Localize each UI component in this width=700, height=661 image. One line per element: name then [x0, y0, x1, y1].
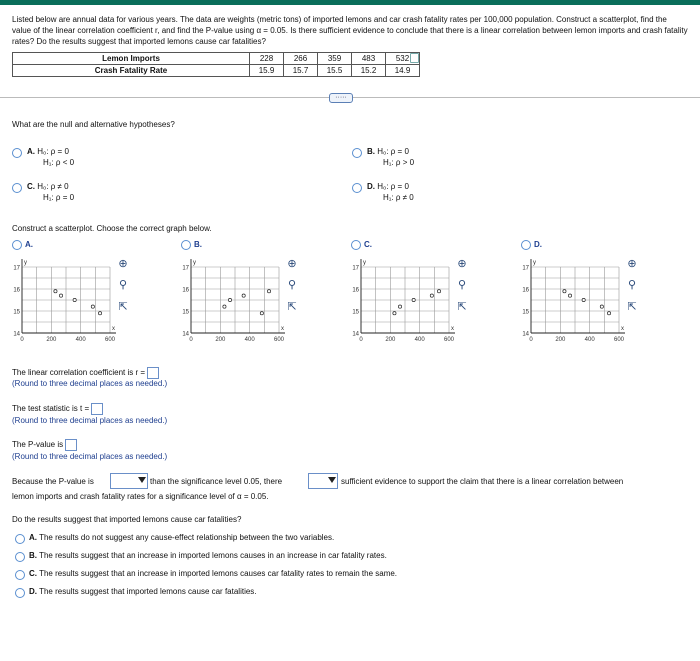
x-tick-label: 0 [359, 337, 363, 343]
problem-statement: Listed below are annual data for various years. The data are weights (metric tons) of imported lemons and car crash fatality rates per 100,000 population. Construct a scatterplot, find the value of the linear correlation coefficient r, and find the P-value using α = 0.05. Is there sufficient evidence to conclude that there is a linear correlation between lemon imports and crash fatality rates? Do the results suggest that imported lemons cause car fatalities? [12, 15, 688, 46]
scatter-point [393, 312, 396, 315]
r-label: The linear correlation coefficient is r = [12, 368, 146, 378]
x-tick-label: 200 [555, 337, 566, 343]
scatterplot-b [173, 253, 323, 363]
table-row [13, 53, 420, 65]
cause-radio-d[interactable] [15, 588, 25, 598]
zoom-out-icon[interactable]: ⚲ [457, 279, 467, 291]
h0-text: H₀: ρ ≠ 0 [37, 182, 69, 191]
p-round-note: (Round to three decimal places as needed.) [12, 452, 168, 461]
because-text: Because the P-value is [12, 477, 94, 486]
x-tick-label: 600 [443, 337, 455, 343]
cause-question: Do the results suggest that imported lemons cause car fatalities? [12, 515, 242, 524]
scatter-point [54, 290, 57, 293]
y-tick-label: 15 [352, 309, 359, 316]
table-cell: 15.2 [352, 65, 386, 77]
table-cell: 483 [352, 53, 386, 65]
option-text: The results do not suggest any cause-effect relationship between the two variables. [39, 533, 335, 542]
table-cell: 228 [250, 53, 284, 65]
expand-more-button[interactable]: ····· [329, 93, 353, 103]
scatter-point [260, 312, 263, 315]
hypothesis-radio-b[interactable] [352, 148, 362, 158]
hypothesis-radio-a[interactable] [12, 148, 22, 158]
graph-letter-b: B. [194, 240, 202, 249]
hypothesis-radio-d[interactable] [352, 183, 362, 193]
p-label: The P-value is [12, 440, 64, 450]
scatter-point [267, 290, 270, 293]
h0-text: H₀: ρ = 0 [377, 182, 409, 191]
h1-text: H₁: ρ > 0 [383, 158, 415, 167]
option-text: The results suggest that imported lemons cause car fatalities. [39, 587, 257, 596]
scatter-point [607, 312, 610, 315]
y-tick-label: 14 [522, 331, 529, 338]
option-letter: D. [367, 182, 375, 191]
popout-icon[interactable]: ⇱ [627, 301, 637, 313]
y-tick-label: 14 [352, 331, 359, 338]
scatter-point [582, 298, 585, 301]
h0-text: H₀: ρ = 0 [37, 147, 69, 156]
cause-radio-a[interactable] [15, 534, 25, 544]
y-tick-label: 17 [182, 265, 189, 272]
zoom-in-icon[interactable]: ⊕ [457, 258, 467, 270]
x-tick-label: 0 [189, 337, 193, 343]
y-tick-label: 15 [182, 309, 189, 316]
p-prompt [12, 439, 77, 451]
hypothesis-option-b[interactable] [367, 146, 414, 168]
y-axis-label: y [363, 260, 366, 266]
option-letter: B. [29, 551, 37, 560]
y-tick-label: 14 [182, 331, 189, 338]
x-tick-label: 0 [529, 337, 533, 343]
h1-text: H₁: ρ = 0 [43, 193, 75, 202]
scatter-point [437, 290, 440, 293]
scatter-prompt: Construct a scatterplot. Choose the correct graph below. [12, 224, 212, 233]
than-text: than the significance level 0.05, there [150, 477, 283, 486]
y-tick-label: 15 [522, 309, 529, 316]
graph-radio-d[interactable] [521, 240, 531, 250]
x-tick-label: 400 [244, 337, 255, 343]
scatter-point [223, 305, 226, 308]
r-round-note: (Round to three decimal places as needed.) [12, 379, 168, 388]
table-cell: 15.5 [318, 65, 352, 77]
y-axis-label: y [533, 260, 536, 266]
option-letter: C. [27, 182, 35, 191]
y-tick-label: 16 [522, 287, 529, 294]
scatter-point [412, 298, 415, 301]
evidence-dropdown[interactable] [308, 473, 338, 489]
x-tick-label: 200 [46, 337, 57, 343]
cause-option-d[interactable] [29, 586, 257, 597]
hypothesis-option-a[interactable] [27, 146, 74, 168]
copy-data-icon[interactable] [410, 53, 419, 63]
scatter-point [563, 290, 566, 293]
sufficient-text: sufficient evidence to support the claim that there is a linear correlation between [341, 477, 624, 486]
x-tick-label: 0 [20, 337, 24, 343]
popout-icon[interactable]: ⇱ [457, 301, 467, 313]
scatterplot-d [513, 253, 663, 363]
t-round-note: (Round to three decimal places as needed.) [12, 416, 168, 425]
row-label: Lemon Imports [13, 53, 250, 65]
x-tick-label: 200 [215, 337, 226, 343]
cause-option-b[interactable] [29, 550, 387, 561]
y-tick-label: 17 [13, 265, 20, 272]
zoom-out-icon[interactable]: ⚲ [118, 279, 128, 291]
y-tick-label: 16 [13, 287, 20, 294]
chevron-down-icon [328, 477, 336, 483]
x-axis-label: x [451, 326, 454, 332]
x-axis-label: x [621, 326, 624, 332]
scatter-point [600, 305, 603, 308]
pvalue-comparison-dropdown[interactable] [110, 473, 148, 489]
table-cell: 14.9 [386, 65, 420, 77]
scatter-point [59, 294, 62, 297]
option-text: The results suggest that an increase in imported lemons causes car fatality rates to remain the same. [39, 569, 398, 578]
y-axis-label: y [24, 260, 27, 266]
scatter-point [91, 305, 94, 308]
zoom-in-icon[interactable]: ⊕ [118, 258, 128, 270]
scatter-point [228, 298, 231, 301]
r-prompt [12, 367, 159, 379]
scatter-point [398, 305, 401, 308]
chevron-down-icon [138, 477, 146, 483]
scatter-point [242, 294, 245, 297]
x-tick-label: 400 [584, 337, 595, 343]
x-tick-label: 200 [385, 337, 396, 343]
hypothesis-radio-c[interactable] [12, 183, 22, 193]
table-row [13, 65, 420, 77]
graph-letter-d: D. [534, 240, 542, 249]
scatter-point [568, 294, 571, 297]
h1-text: H₁: ρ < 0 [43, 158, 75, 167]
scatter-point [98, 312, 101, 315]
popout-icon[interactable]: ⇱ [118, 301, 128, 313]
hypothesis-option-d[interactable] [367, 181, 414, 203]
cause-radio-b[interactable] [15, 552, 25, 562]
x-tick-label: 600 [613, 337, 625, 343]
t-prompt [12, 403, 103, 415]
hypothesis-option-c[interactable] [27, 181, 74, 203]
option-letter: A. [27, 147, 35, 156]
option-letter: A. [29, 533, 37, 542]
top-accent-bar [0, 0, 700, 5]
y-tick-label: 17 [352, 265, 359, 272]
x-axis-label: x [281, 326, 284, 332]
y-axis-label: y [193, 260, 196, 266]
option-letter: D. [29, 587, 37, 596]
table-cell: 532 [386, 53, 420, 65]
because-text-line2: lemon imports and crash fatality rates for a significance level of α = 0.05. [12, 492, 269, 501]
table-cell: 359 [318, 53, 352, 65]
option-text: The results suggest that an increase in imported lemons causes in an increase in car fatality rates. [39, 551, 387, 560]
zoom-in-icon[interactable]: ⊕ [287, 258, 297, 270]
option-letter: B. [367, 147, 375, 156]
x-axis-label: x [112, 326, 115, 332]
scatterplot-c [343, 253, 493, 363]
x-tick-label: 600 [273, 337, 285, 343]
table-cell: 266 [284, 53, 318, 65]
x-tick-label: 400 [75, 337, 86, 343]
p-answer-input[interactable] [65, 439, 77, 451]
y-tick-label: 15 [13, 309, 20, 316]
hypotheses-question: What are the null and alternative hypotheses? [12, 120, 175, 129]
graph-radio-a[interactable] [12, 240, 22, 250]
option-letter: C. [29, 569, 37, 578]
zoom-in-icon[interactable]: ⊕ [627, 258, 637, 270]
zoom-out-icon[interactable]: ⚲ [627, 279, 637, 291]
data-table [12, 52, 420, 77]
row-label: Crash Fatality Rate [13, 65, 250, 77]
scatterplot-a [4, 253, 154, 363]
h0-text: H₀: ρ = 0 [377, 147, 409, 156]
cause-radio-c[interactable] [15, 570, 25, 580]
graph-letter-a: A. [25, 240, 33, 249]
graph-radio-c[interactable] [351, 240, 361, 250]
cause-option-c[interactable] [29, 568, 397, 579]
y-tick-label: 16 [182, 287, 189, 294]
t-answer-input[interactable] [91, 403, 103, 415]
graph-letter-c: C. [364, 240, 372, 249]
cause-option-a[interactable] [29, 532, 334, 543]
popout-icon[interactable]: ⇱ [287, 301, 297, 313]
scatter-point [430, 294, 433, 297]
r-answer-input[interactable] [147, 367, 159, 379]
y-tick-label: 14 [13, 331, 20, 338]
table-cell: 15.7 [284, 65, 318, 77]
scatter-point [73, 298, 76, 301]
graph-radio-b[interactable] [181, 240, 191, 250]
table-cell: 15.9 [250, 65, 284, 77]
x-tick-label: 600 [104, 337, 116, 343]
h1-text: H₁: ρ ≠ 0 [383, 193, 414, 202]
t-label: The test statistic is t = [12, 404, 90, 414]
x-tick-label: 400 [414, 337, 425, 343]
y-tick-label: 17 [522, 265, 529, 272]
y-tick-label: 16 [352, 287, 359, 294]
zoom-out-icon[interactable]: ⚲ [287, 279, 297, 291]
